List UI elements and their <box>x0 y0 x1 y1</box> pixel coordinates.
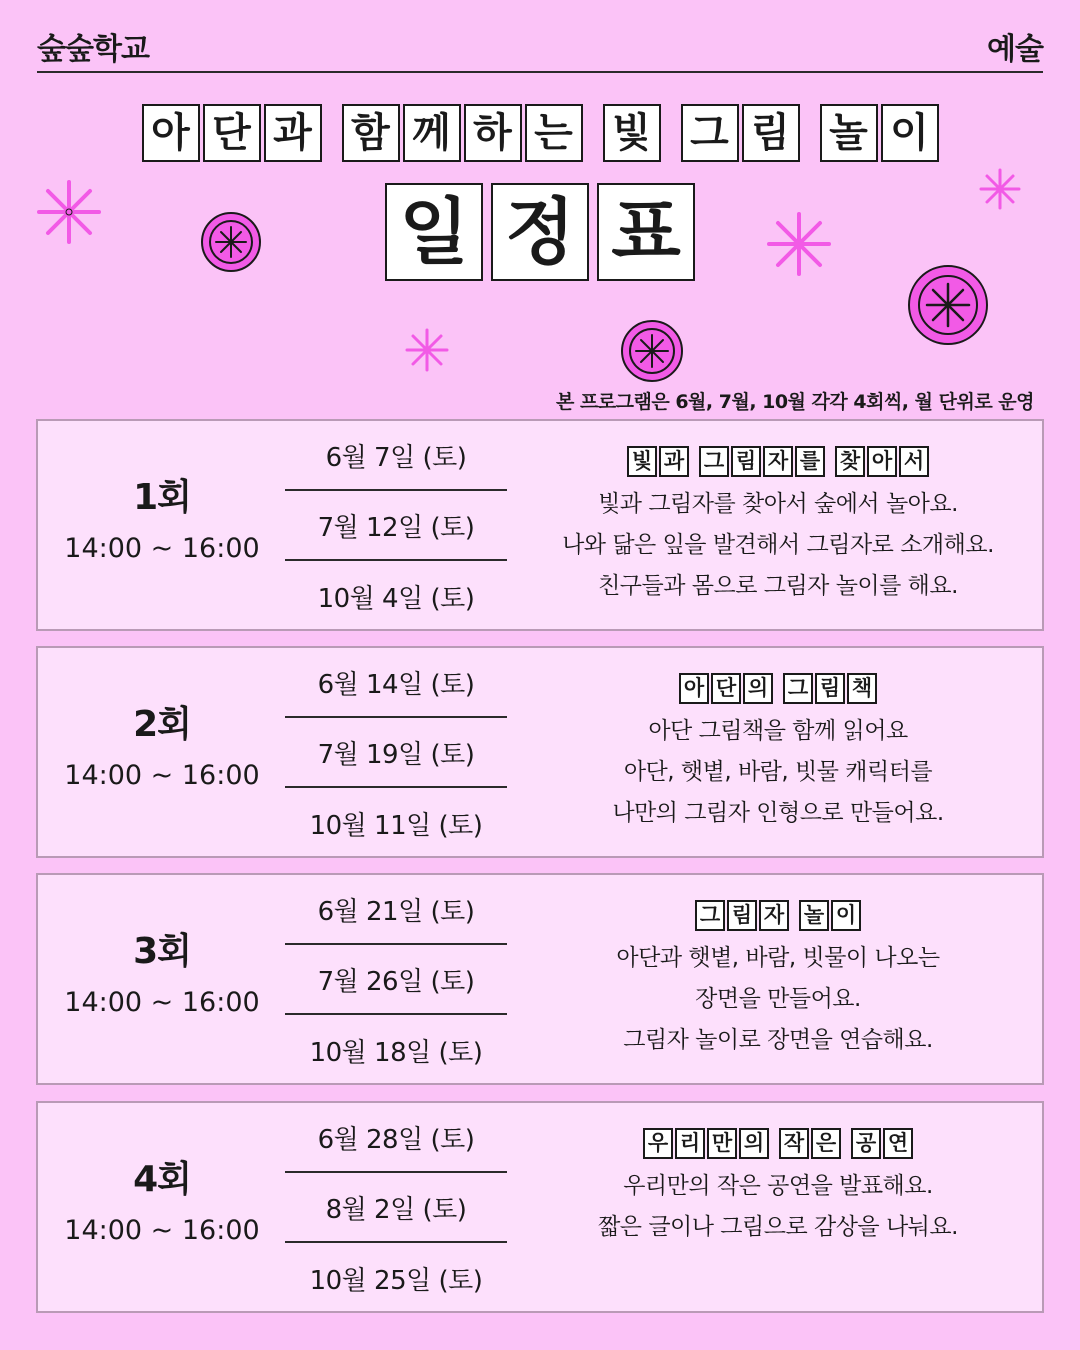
description-line: 나와 닮은 잎을 발견해서 그림자로 소개해요. <box>562 532 994 558</box>
title-word <box>779 1128 841 1160</box>
title-word <box>699 446 825 478</box>
title-word <box>783 673 877 705</box>
asterisk-icon <box>766 211 832 277</box>
description-line: 아단과 햇볕, 바람, 빗물이 나오는 <box>616 945 940 971</box>
session-description <box>528 1128 1028 1248</box>
session-title <box>528 900 1028 932</box>
school-name: 숲숲학교 <box>37 32 149 67</box>
category-label: 예술 <box>987 32 1043 67</box>
session-title-char: 그 <box>699 446 729 477</box>
session-date: 7월 12일 (토) <box>285 491 507 561</box>
session-time: 14:00 ~ 16:00 <box>64 533 260 564</box>
session-time: 14:00 ~ 16:00 <box>64 1215 260 1246</box>
session-label: 3회 <box>133 931 191 972</box>
session-title-char: 아 <box>679 673 709 704</box>
session-date: 6월 21일 (토) <box>285 875 507 945</box>
description-line: 그림자 놀이로 장면을 연습해요. <box>623 1027 933 1053</box>
asterisk-icon <box>979 168 1021 210</box>
session-title <box>528 673 1028 705</box>
title-word <box>627 446 689 478</box>
session-title-char: 책 <box>847 673 877 704</box>
title-char-box: 빛 <box>603 104 661 162</box>
session-title-char: 자 <box>763 446 793 477</box>
session-title-char: 림 <box>815 673 845 704</box>
description-line: 친구들과 몸으로 그림자 놀이를 해요. <box>598 573 958 599</box>
session-title-char: 연 <box>883 1128 913 1159</box>
circled-asterisk-icon <box>907 264 989 346</box>
session-date: 6월 7일 (토) <box>285 421 507 491</box>
description-line: 짧은 글이나 그림으로 감상을 나눠요. <box>598 1214 958 1240</box>
session-title-char: 림 <box>731 446 761 477</box>
date-list <box>285 1103 507 1313</box>
session-title-char: 를 <box>795 446 825 477</box>
session-date: 10월 18일 (토) <box>309 1037 483 1068</box>
circled-asterisk-icon <box>620 319 684 383</box>
session-date: 6월 14일 (토) <box>285 648 507 718</box>
session-title-char: 자 <box>759 900 789 931</box>
date-list <box>285 421 507 631</box>
description-line: 우리만의 작은 공연을 발표해요. <box>623 1173 933 1199</box>
session-title-char: 빛 <box>627 446 657 477</box>
session-title-char: 놀 <box>799 900 829 931</box>
title-word <box>603 104 661 162</box>
session-title-char: 우 <box>643 1128 673 1159</box>
session-label: 1회 <box>133 477 191 518</box>
program-note: 본 프로그램은 6월, 7월, 10월 각각 4회씩, 월 단위로 운영 <box>555 391 1034 413</box>
title-word <box>681 104 800 162</box>
session-card <box>36 646 1044 858</box>
session-title-char: 리 <box>675 1128 705 1159</box>
title-char-box: 는 <box>525 104 583 162</box>
session-title-char: 찾 <box>835 446 865 477</box>
asterisk-icon <box>36 179 102 245</box>
session-card <box>36 1101 1044 1313</box>
title-char-box: 림 <box>742 104 800 162</box>
session-date: 10월 25일 (토) <box>309 1265 483 1296</box>
title-char-box: 함 <box>342 104 400 162</box>
heading-char-box: 일 <box>385 183 483 281</box>
title-word <box>342 104 583 162</box>
session-label: 4회 <box>133 1159 191 1200</box>
title-word <box>851 1128 913 1160</box>
session-title-char: 이 <box>831 900 861 931</box>
session-card <box>36 419 1044 631</box>
session-card <box>36 873 1044 1085</box>
title-char-box: 하 <box>464 104 522 162</box>
title-char-box: 놀 <box>820 104 878 162</box>
title-word <box>835 446 929 478</box>
session-title-char: 공 <box>851 1128 881 1159</box>
title-word <box>643 1128 769 1160</box>
title-word <box>799 900 861 932</box>
session-title-char: 작 <box>779 1128 809 1159</box>
title-char-box: 이 <box>881 104 939 162</box>
session-title-char: 림 <box>727 900 757 931</box>
session-time: 14:00 ~ 16:00 <box>64 760 260 791</box>
header-divider <box>37 71 1043 73</box>
session-title-char: 과 <box>659 446 689 477</box>
title-char-box: 아 <box>142 104 200 162</box>
session-time: 14:00 ~ 16:00 <box>64 987 260 1018</box>
description-line: 아단 그림책을 함께 읽어요 <box>648 718 908 744</box>
description-line: 장면을 만들어요. <box>695 986 861 1012</box>
session-description <box>528 673 1028 834</box>
session-title-char: 은 <box>811 1128 841 1159</box>
heading-char-box: 표 <box>597 183 695 281</box>
title-char-box: 께 <box>403 104 461 162</box>
session-label: 2회 <box>133 704 191 745</box>
title-char-box: 단 <box>203 104 261 162</box>
title-char-box: 그 <box>681 104 739 162</box>
description-line: 아단, 햇볕, 바람, 빗물 캐릭터를 <box>623 759 933 785</box>
session-description <box>528 446 1028 607</box>
session-title-char: 만 <box>707 1128 737 1159</box>
heading-char-box: 정 <box>491 183 589 281</box>
session-title-char: 그 <box>695 900 725 931</box>
session-title <box>528 446 1028 478</box>
date-list <box>285 875 507 1085</box>
session-title-char: 의 <box>739 1128 769 1159</box>
session-title-char: 단 <box>711 673 741 704</box>
session-title-char: 서 <box>899 446 929 477</box>
title-word <box>695 900 789 932</box>
session-date: 8월 2일 (토) <box>285 1173 507 1243</box>
session-title <box>528 1128 1028 1160</box>
date-list <box>285 648 507 858</box>
session-title-char: 의 <box>743 673 773 704</box>
title-word <box>820 104 939 162</box>
circled-asterisk-icon <box>200 211 262 273</box>
title-char-box: 과 <box>264 104 322 162</box>
session-date: 7월 26일 (토) <box>285 945 507 1015</box>
asterisk-icon <box>405 328 449 372</box>
session-date: 6월 28일 (토) <box>285 1103 507 1173</box>
title-word <box>142 104 322 162</box>
session-date: 7월 19일 (토) <box>285 718 507 788</box>
session-title-char: 그 <box>783 673 813 704</box>
session-date: 10월 11일 (토) <box>309 810 483 841</box>
title-word <box>679 673 773 705</box>
session-date: 10월 4일 (토) <box>317 583 475 614</box>
session-description <box>528 900 1028 1061</box>
description-line: 나만의 그림자 인형으로 만들어요. <box>612 800 944 826</box>
session-title-char: 아 <box>867 446 897 477</box>
page-title <box>0 104 1080 162</box>
description-line: 빛과 그림자를 찾아서 숲에서 놀아요. <box>598 491 958 517</box>
